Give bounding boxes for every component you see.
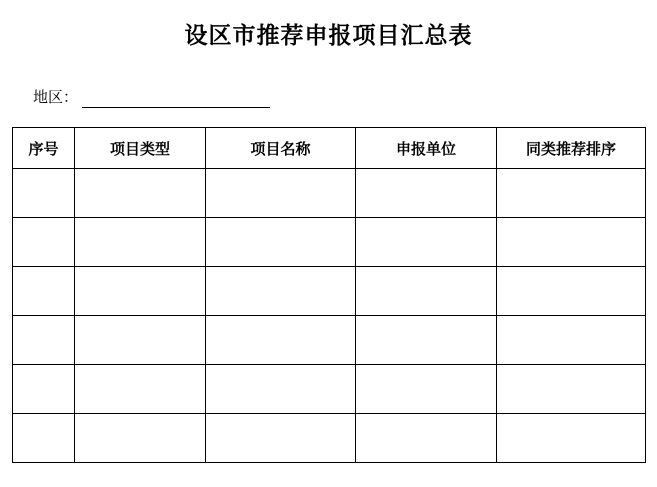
cell-index[interactable] (13, 169, 75, 218)
table-row (13, 414, 646, 463)
cell-rank[interactable] (497, 218, 646, 267)
cell-applicant[interactable] (356, 365, 497, 414)
table-row (13, 267, 646, 316)
table-row (13, 218, 646, 267)
cell-type[interactable] (75, 316, 206, 365)
cell-name[interactable] (206, 316, 356, 365)
cell-applicant[interactable] (356, 218, 497, 267)
column-header-rank: 同类推荐排序 (497, 128, 646, 169)
cell-rank[interactable] (497, 414, 646, 463)
cell-name[interactable] (206, 365, 356, 414)
region-input-blank[interactable] (82, 89, 270, 108)
cell-applicant[interactable] (356, 414, 497, 463)
cell-index[interactable] (13, 414, 75, 463)
cell-index[interactable] (13, 365, 75, 414)
cell-rank[interactable] (497, 267, 646, 316)
cell-name[interactable] (206, 169, 356, 218)
cell-type[interactable] (75, 218, 206, 267)
table-row (13, 316, 646, 365)
cell-rank[interactable] (497, 316, 646, 365)
cell-name[interactable] (206, 218, 356, 267)
table-row (13, 169, 646, 218)
cell-index[interactable] (13, 267, 75, 316)
cell-type[interactable] (75, 365, 206, 414)
region-field-label: 地区： (33, 89, 79, 106)
cell-type[interactable] (75, 414, 206, 463)
table-header-row (13, 128, 646, 169)
cell-name[interactable] (206, 267, 356, 316)
cell-type[interactable] (75, 169, 206, 218)
table-row (13, 365, 646, 414)
cell-index[interactable] (13, 218, 75, 267)
cell-applicant[interactable] (356, 267, 497, 316)
column-header-type: 项目类型 (75, 128, 206, 169)
page-title: 设区市推荐申报项目汇总表 (184, 22, 473, 48)
column-header-applicant: 申报单位 (356, 128, 497, 169)
cell-type[interactable] (75, 267, 206, 316)
region-field-row (0, 84, 657, 108)
cell-name[interactable] (206, 414, 356, 463)
cell-index[interactable] (13, 316, 75, 365)
column-header-name: 项目名称 (206, 128, 356, 169)
cell-rank[interactable] (497, 365, 646, 414)
cell-rank[interactable] (497, 169, 646, 218)
summary-table-wrapper (0, 127, 657, 463)
cell-applicant[interactable] (356, 316, 497, 365)
column-header-index: 序号 (13, 128, 75, 169)
cell-applicant[interactable] (356, 169, 497, 218)
summary-table (12, 127, 646, 463)
